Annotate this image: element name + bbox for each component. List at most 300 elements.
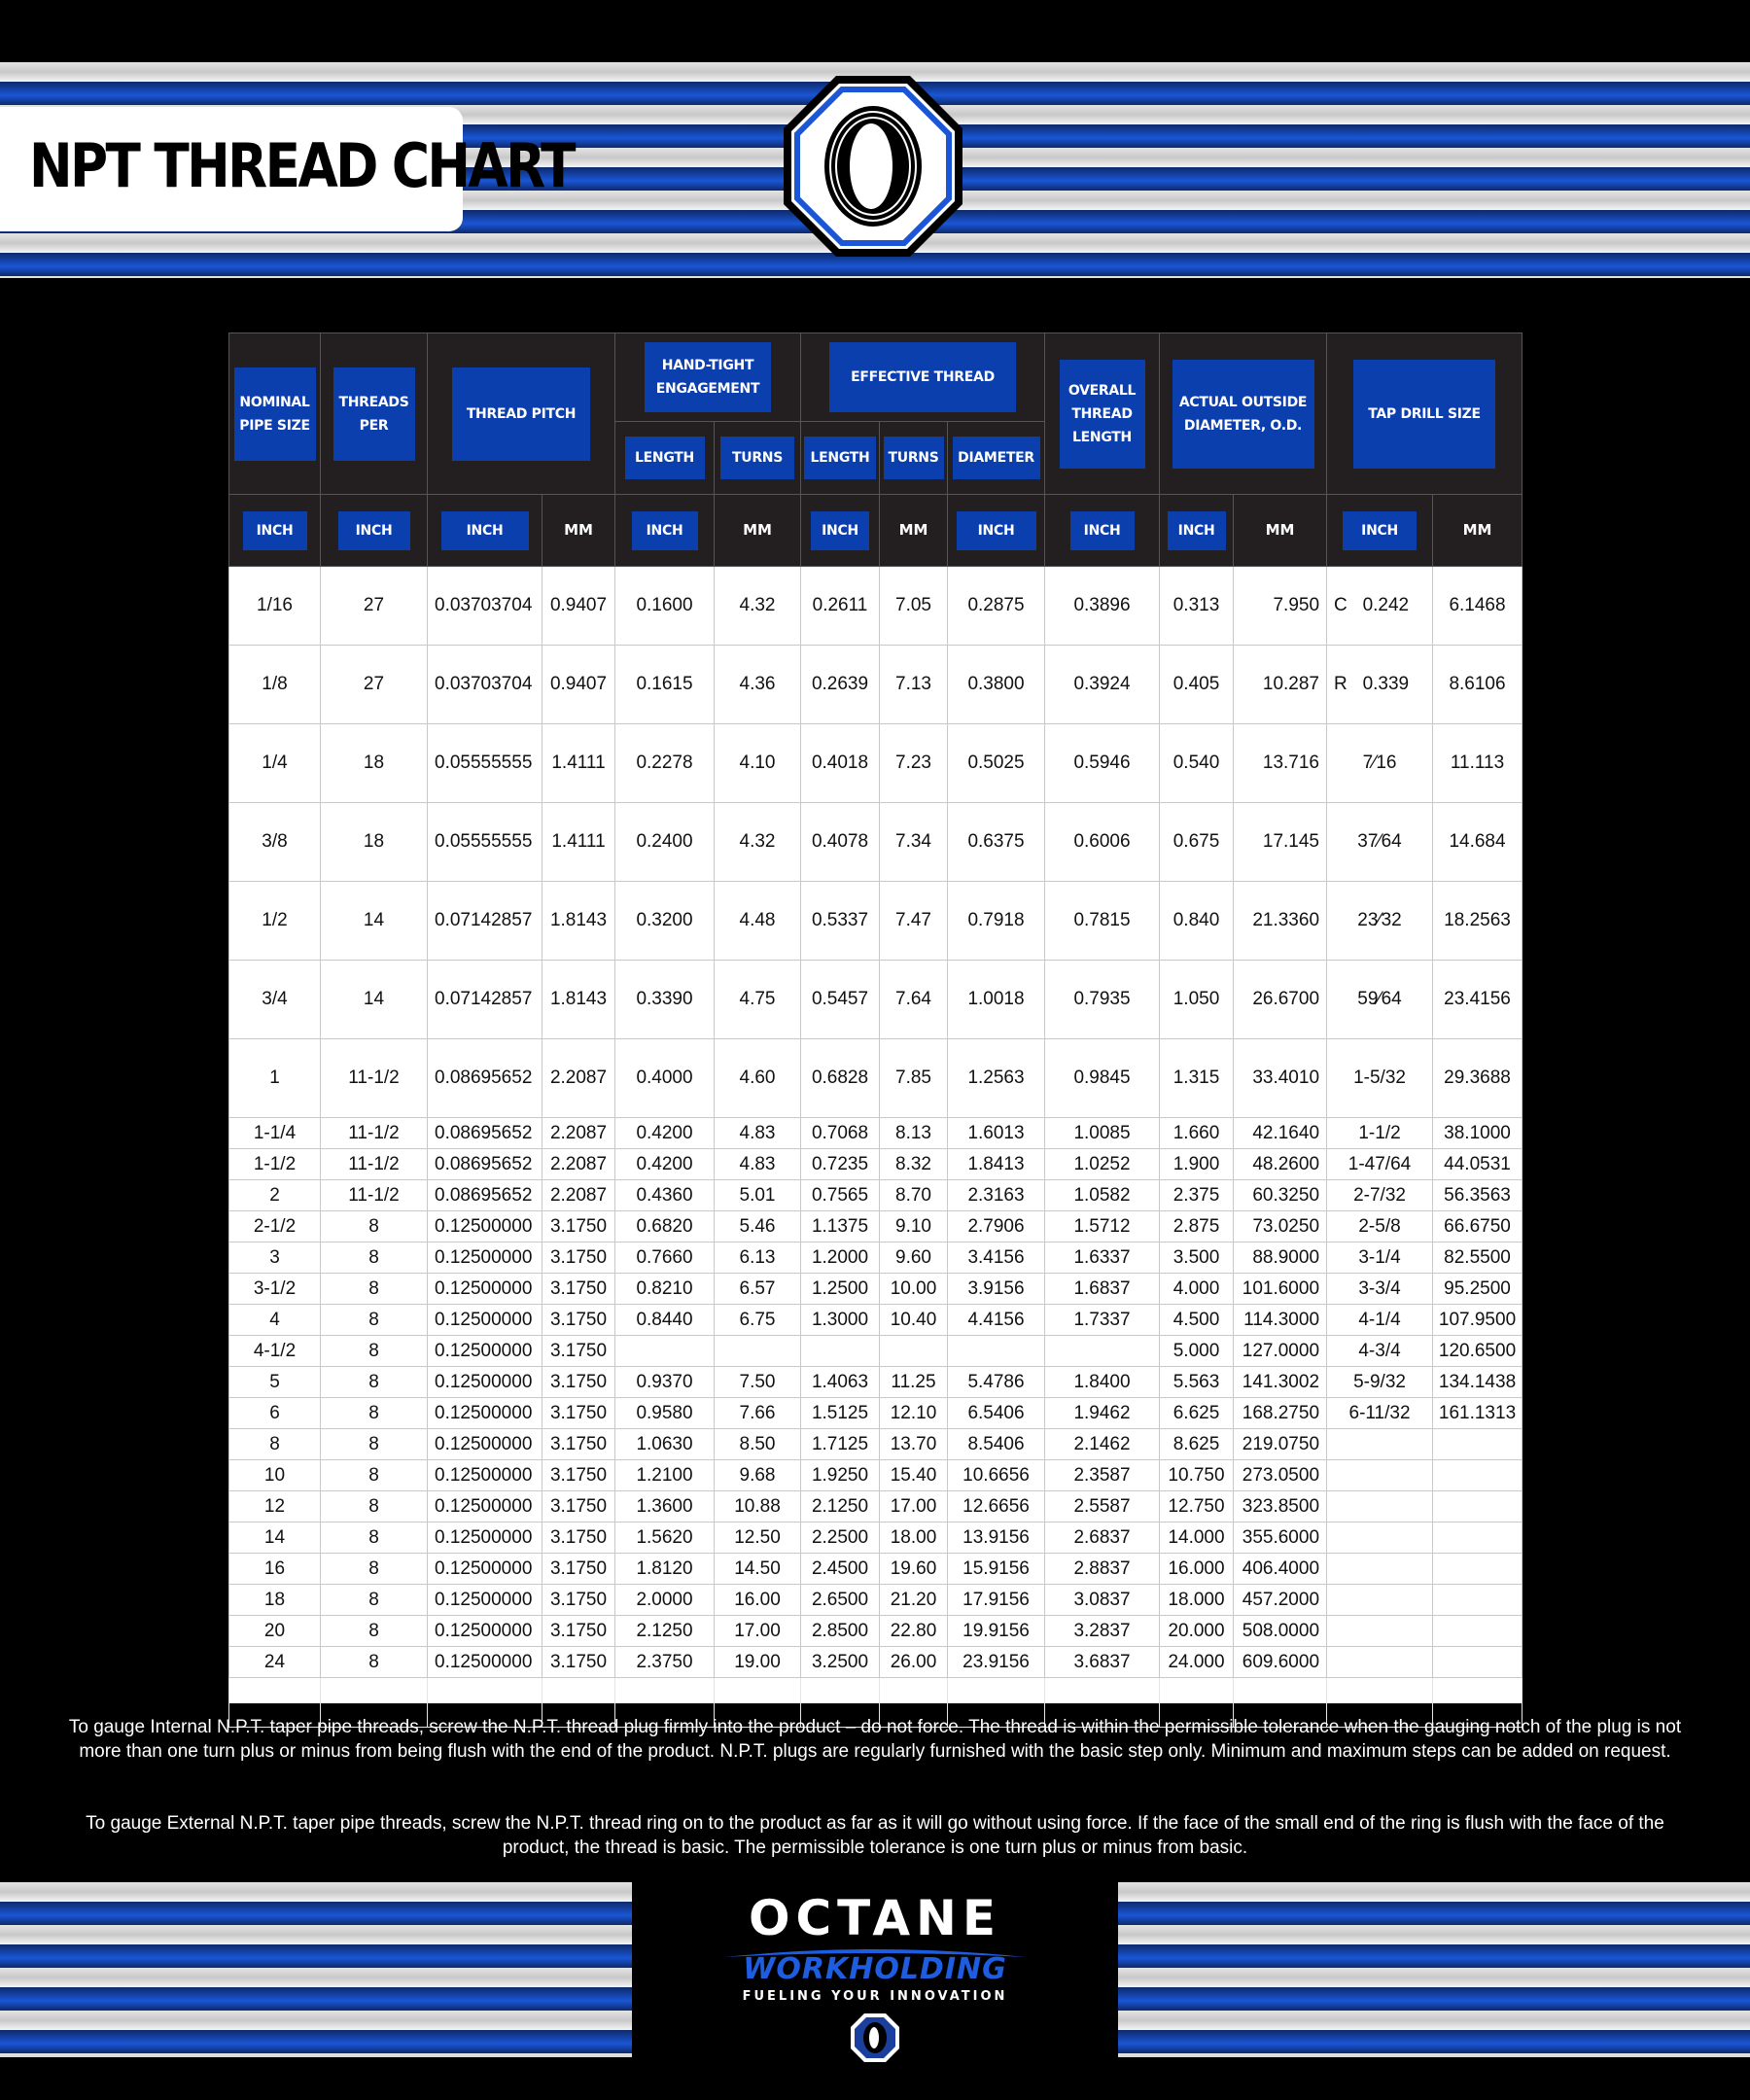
hand-tight-length-cell: 0.3200 bbox=[615, 882, 715, 961]
table-row bbox=[229, 1429, 1522, 1460]
od-mm-cell: 508.0000 bbox=[1234, 1616, 1327, 1647]
overall-length-cell: 0.3924 bbox=[1045, 646, 1160, 724]
pitch-inch-cell: 0.05555555 bbox=[428, 803, 542, 882]
od-mm-cell: 26.6700 bbox=[1234, 961, 1327, 1039]
tap-drill-inch-cell: R 0.339 bbox=[1327, 646, 1433, 724]
effective-diameter-cell: 8.5406 bbox=[948, 1429, 1045, 1460]
effective-diameter-cell: 0.2875 bbox=[948, 567, 1045, 646]
od-inch-cell: 14.000 bbox=[1160, 1522, 1234, 1554]
overall-length-cell: 0.7815 bbox=[1045, 882, 1160, 961]
pitch-inch-cell: 0.12500000 bbox=[428, 1398, 542, 1429]
overall-thread-length-header: OVERALL THREAD LENGTH bbox=[1060, 360, 1145, 469]
effective-turns-cell: 8.70 bbox=[880, 1180, 948, 1211]
od-mm-cell: 141.3002 bbox=[1234, 1367, 1327, 1398]
od-mm-cell: 17.145 bbox=[1234, 803, 1327, 882]
pitch-inch-cell: 0.12500000 bbox=[428, 1305, 542, 1336]
effective-length-cell: 0.6828 bbox=[801, 1039, 880, 1118]
nominal-size-cell: 20 bbox=[229, 1616, 321, 1647]
hand-tight-length-cell: 0.8440 bbox=[615, 1305, 715, 1336]
threads-per-inch-cell: 8 bbox=[321, 1554, 428, 1585]
effective-diameter-cell: 1.6013 bbox=[948, 1118, 1045, 1149]
pitch-inch-cell: 0.03703704 bbox=[428, 567, 542, 646]
tap-drill-mm-cell bbox=[1433, 1429, 1522, 1460]
unit-label: MM bbox=[564, 521, 593, 539]
effective-length-cell: 0.4078 bbox=[801, 803, 880, 882]
overall-length-cell: 1.7337 bbox=[1045, 1305, 1160, 1336]
nominal-size-cell: 3/8 bbox=[229, 803, 321, 882]
od-mm-cell: 355.6000 bbox=[1234, 1522, 1327, 1554]
threads-per-inch-cell: 8 bbox=[321, 1336, 428, 1367]
overall-length-cell: 1.6837 bbox=[1045, 1274, 1160, 1305]
hand-tight-turns-cell: 6.13 bbox=[715, 1242, 801, 1274]
pitch-inch-cell: 0.07142857 bbox=[428, 961, 542, 1039]
effective-thread-header: EFFECTIVE THREAD bbox=[829, 342, 1016, 412]
table-row bbox=[229, 1149, 1522, 1180]
effective-length-cell: 0.5337 bbox=[801, 882, 880, 961]
od-mm-cell: 10.287 bbox=[1234, 646, 1327, 724]
pitch-inch-cell: 0.12500000 bbox=[428, 1647, 542, 1678]
table-row bbox=[229, 1242, 1522, 1274]
nominal-size-cell: 3/4 bbox=[229, 961, 321, 1039]
hand-tight-length-cell: 0.2278 bbox=[615, 724, 715, 803]
hand-tight-length-cell: 0.4000 bbox=[615, 1039, 715, 1118]
threads-per-inch-cell: 18 bbox=[321, 724, 428, 803]
tap-drill-inch-cell bbox=[1327, 1616, 1433, 1647]
tap-drill-inch-cell: 7⁄16 bbox=[1327, 724, 1433, 803]
od-inch-cell: 2.375 bbox=[1160, 1180, 1234, 1211]
pitch-inch-cell: 0.12500000 bbox=[428, 1274, 542, 1305]
pitch-inch-cell: 0.12500000 bbox=[428, 1616, 542, 1647]
effective-length-cell: 2.4500 bbox=[801, 1554, 880, 1585]
effective-diameter-cell: 5.4786 bbox=[948, 1367, 1045, 1398]
table-row bbox=[229, 1554, 1522, 1585]
hand-tight-length-cell: 0.4360 bbox=[615, 1180, 715, 1211]
pitch-inch-cell: 0.07142857 bbox=[428, 882, 542, 961]
pitch-mm-cell: 3.1750 bbox=[542, 1522, 615, 1554]
nominal-size-cell: 4 bbox=[229, 1305, 321, 1336]
footer-stripe-band-right bbox=[1118, 1882, 1750, 2057]
tap-drill-mm-cell: 66.6750 bbox=[1433, 1211, 1522, 1242]
pitch-mm-cell: 3.1750 bbox=[542, 1367, 615, 1398]
effective-length-cell: 1.2500 bbox=[801, 1274, 880, 1305]
threads-per-inch-cell: 18 bbox=[321, 803, 428, 882]
table-row bbox=[229, 1336, 1522, 1367]
footer-stripe-band-left bbox=[0, 1882, 632, 2057]
pitch-inch-cell: 0.12500000 bbox=[428, 1211, 542, 1242]
effective-diameter-cell: 10.6656 bbox=[948, 1460, 1045, 1491]
pitch-mm-cell: 3.1750 bbox=[542, 1554, 615, 1585]
external-gauge-note: To gauge External N.P.T. taper pipe threads, screw the N.P.T. thread ring on to the product as far as it will go without using force. If the face of the small end of the ring is flush with the face of the product, the thread is basic. The permissible tolerance is one turn plus or minus from basic. bbox=[86, 1813, 1664, 1858]
effective-turns-cell: 10.40 bbox=[880, 1305, 948, 1336]
hand-tight-turns-cell: 4.36 bbox=[715, 646, 801, 724]
hand-tight-length-cell: 2.1250 bbox=[615, 1616, 715, 1647]
effective-turns-cell: 11.25 bbox=[880, 1367, 948, 1398]
pitch-inch-cell: 0.12500000 bbox=[428, 1585, 542, 1616]
od-mm-cell: 101.6000 bbox=[1234, 1274, 1327, 1305]
tap-drill-inch-cell: 1-47/64 bbox=[1327, 1149, 1433, 1180]
overall-length-cell: 1.0582 bbox=[1045, 1180, 1160, 1211]
pitch-mm-cell: 3.1750 bbox=[542, 1242, 615, 1274]
pitch-mm-cell: 2.2087 bbox=[542, 1149, 615, 1180]
effective-diameter-cell: 23.9156 bbox=[948, 1647, 1045, 1678]
hand-tight-length-cell: 0.2400 bbox=[615, 803, 715, 882]
table-row bbox=[229, 1398, 1522, 1429]
table-row bbox=[229, 1367, 1522, 1398]
tap-drill-mm-cell bbox=[1433, 1616, 1522, 1647]
brand-block bbox=[632, 1882, 1118, 2061]
tap-drill-mm-cell: 18.2563 bbox=[1433, 882, 1522, 961]
od-inch-cell: 4.500 bbox=[1160, 1305, 1234, 1336]
tap-drill-inch-cell: 37⁄64 bbox=[1327, 803, 1433, 882]
effective-length-cell: 0.5457 bbox=[801, 961, 880, 1039]
pitch-mm-cell: 3.1750 bbox=[542, 1211, 615, 1242]
effective-turns-cell: 10.00 bbox=[880, 1274, 948, 1305]
threads-per-inch-cell: 8 bbox=[321, 1491, 428, 1522]
hand-tight-turns-cell: 7.50 bbox=[715, 1367, 801, 1398]
nominal-size-cell: 1-1/4 bbox=[229, 1118, 321, 1149]
threads-per-inch-cell: 11-1/2 bbox=[321, 1149, 428, 1180]
threads-per-inch-cell: 8 bbox=[321, 1242, 428, 1274]
effective-turns-cell: 7.47 bbox=[880, 882, 948, 961]
unit-label: INCH bbox=[957, 511, 1036, 550]
tap-drill-inch-cell: C 0.242 bbox=[1327, 567, 1433, 646]
hand-tight-length-cell: 0.4200 bbox=[615, 1149, 715, 1180]
threads-per-inch-cell: 8 bbox=[321, 1305, 428, 1336]
hand-tight-engagement-header: HAND-TIGHT ENGAGEMENT bbox=[645, 342, 771, 412]
tap-drill-mm-cell: 8.6106 bbox=[1433, 646, 1522, 724]
nominal-size-cell: 3 bbox=[229, 1242, 321, 1274]
hand-tight-length-cell: 0.1600 bbox=[615, 567, 715, 646]
tap-drill-mm-cell: 6.1468 bbox=[1433, 567, 1522, 646]
nominal-size-cell: 3-1/2 bbox=[229, 1274, 321, 1305]
tap-drill-inch-cell: 4-3/4 bbox=[1327, 1336, 1433, 1367]
unit-label: INCH bbox=[338, 511, 410, 550]
od-inch-cell: 0.540 bbox=[1160, 724, 1234, 803]
hand-tight-turns-cell: 8.50 bbox=[715, 1429, 801, 1460]
hand-tight-length-cell: 2.0000 bbox=[615, 1585, 715, 1616]
effective-diameter-cell: 12.6656 bbox=[948, 1491, 1045, 1522]
effective-diameter-cell: 17.9156 bbox=[948, 1585, 1045, 1616]
threads-per-inch-cell: 8 bbox=[321, 1522, 428, 1554]
unit-label: INCH bbox=[1168, 511, 1226, 550]
effective-diameter-cell: 15.9156 bbox=[948, 1554, 1045, 1585]
effective-turns-cell: 17.00 bbox=[880, 1491, 948, 1522]
tap-drill-inch-cell bbox=[1327, 1585, 1433, 1616]
nominal-size-cell: 1/8 bbox=[229, 646, 321, 724]
tap-drill-mm-cell: 161.1313 bbox=[1433, 1398, 1522, 1429]
od-mm-cell: 219.0750 bbox=[1234, 1429, 1327, 1460]
hand-tight-turns-cell: 4.32 bbox=[715, 567, 801, 646]
tap-drill-mm-cell bbox=[1433, 1460, 1522, 1491]
threads-per-inch-cell: 8 bbox=[321, 1211, 428, 1242]
tap-drill-mm-cell bbox=[1433, 1647, 1522, 1678]
nominal-size-cell: 16 bbox=[229, 1554, 321, 1585]
overall-length-cell: 2.5587 bbox=[1045, 1491, 1160, 1522]
pitch-mm-cell: 1.4111 bbox=[542, 803, 615, 882]
effective-diameter-cell: 0.5025 bbox=[948, 724, 1045, 803]
od-inch-cell: 10.750 bbox=[1160, 1460, 1234, 1491]
od-inch-cell: 20.000 bbox=[1160, 1616, 1234, 1647]
effective-length-cell bbox=[801, 1336, 880, 1367]
tap-drill-mm-cell bbox=[1433, 1522, 1522, 1554]
od-mm-cell: 13.716 bbox=[1234, 724, 1327, 803]
od-mm-cell: 7.950 bbox=[1234, 567, 1327, 646]
tap-drill-mm-cell bbox=[1433, 1491, 1522, 1522]
pitch-inch-cell: 0.12500000 bbox=[428, 1460, 542, 1491]
unit-label: INCH bbox=[811, 511, 869, 550]
threads-per-inch-cell: 14 bbox=[321, 882, 428, 961]
hand-tight-turns-cell: 4.83 bbox=[715, 1118, 801, 1149]
hand-tight-turns-cell: 14.50 bbox=[715, 1554, 801, 1585]
pitch-mm-cell: 2.2087 bbox=[542, 1039, 615, 1118]
pitch-mm-cell: 0.9407 bbox=[542, 567, 615, 646]
nominal-size-cell: 18 bbox=[229, 1585, 321, 1616]
od-inch-cell: 0.405 bbox=[1160, 646, 1234, 724]
overall-length-cell: 0.3896 bbox=[1045, 567, 1160, 646]
effective-diameter-cell: 6.5406 bbox=[948, 1398, 1045, 1429]
tap-drill-inch-cell bbox=[1327, 1491, 1433, 1522]
nominal-size-cell: 1-1/2 bbox=[229, 1149, 321, 1180]
brand-name: OCTANE bbox=[748, 1890, 1002, 1946]
od-mm-cell: 127.0000 bbox=[1234, 1336, 1327, 1367]
overall-length-cell: 1.5712 bbox=[1045, 1211, 1160, 1242]
effective-length-cell: 3.2500 bbox=[801, 1647, 880, 1678]
od-mm-cell: 609.6000 bbox=[1234, 1647, 1327, 1678]
tap-drill-mm-cell: 134.1438 bbox=[1433, 1367, 1522, 1398]
hand-tight-length-cell: 1.3600 bbox=[615, 1491, 715, 1522]
hand-tight-turns-cell: 4.32 bbox=[715, 803, 801, 882]
od-inch-cell: 3.500 bbox=[1160, 1242, 1234, 1274]
effective-turns-cell: 8.32 bbox=[880, 1149, 948, 1180]
octane-small-logo-icon bbox=[850, 2012, 900, 2063]
unit-label: INCH bbox=[441, 511, 529, 550]
hand-tight-length-cell: 0.9370 bbox=[615, 1367, 715, 1398]
effective-length-cell: 1.2000 bbox=[801, 1242, 880, 1274]
threads-per-inch-cell: 27 bbox=[321, 646, 428, 724]
od-inch-cell: 1.050 bbox=[1160, 961, 1234, 1039]
hand-tight-turns-cell: 19.00 bbox=[715, 1647, 801, 1678]
pitch-inch-cell: 0.12500000 bbox=[428, 1522, 542, 1554]
od-mm-cell: 323.8500 bbox=[1234, 1491, 1327, 1522]
octane-octagon-logo-icon bbox=[782, 74, 964, 259]
effective-turns-header: TURNS bbox=[884, 437, 944, 479]
pitch-inch-cell: 0.12500000 bbox=[428, 1554, 542, 1585]
tap-drill-inch-cell bbox=[1327, 1554, 1433, 1585]
effective-turns-cell: 15.40 bbox=[880, 1460, 948, 1491]
hand-tight-length-cell bbox=[615, 1336, 715, 1367]
unit-label: MM bbox=[1462, 521, 1492, 539]
effective-length-cell: 1.1375 bbox=[801, 1211, 880, 1242]
od-mm-cell: 48.2600 bbox=[1234, 1149, 1327, 1180]
pitch-mm-cell: 3.1750 bbox=[542, 1460, 615, 1491]
unit-label: INCH bbox=[1070, 511, 1135, 550]
nominal-size-cell: 8 bbox=[229, 1429, 321, 1460]
header-group-row bbox=[229, 333, 1522, 422]
overall-length-cell: 1.9462 bbox=[1045, 1398, 1160, 1429]
tap-drill-mm-cell: 14.684 bbox=[1433, 803, 1522, 882]
pitch-mm-cell: 2.2087 bbox=[542, 1118, 615, 1149]
tap-drill-inch-cell: 1-1/2 bbox=[1327, 1118, 1433, 1149]
overall-length-cell: 3.2837 bbox=[1045, 1616, 1160, 1647]
effective-diameter-cell: 1.8413 bbox=[948, 1149, 1045, 1180]
table-row bbox=[229, 1585, 1522, 1616]
hand-tight-length-cell: 0.9580 bbox=[615, 1398, 715, 1429]
od-inch-cell: 0.675 bbox=[1160, 803, 1234, 882]
overall-length-cell: 1.0085 bbox=[1045, 1118, 1160, 1149]
overall-length-cell: 2.8837 bbox=[1045, 1554, 1160, 1585]
effective-turns-cell: 13.70 bbox=[880, 1429, 948, 1460]
overall-length-cell: 0.6006 bbox=[1045, 803, 1160, 882]
pitch-mm-cell: 3.1750 bbox=[542, 1585, 615, 1616]
overall-length-cell: 1.6337 bbox=[1045, 1242, 1160, 1274]
hand-tight-turns-cell: 7.66 bbox=[715, 1398, 801, 1429]
effective-length-cell: 1.5125 bbox=[801, 1398, 880, 1429]
tap-drill-inch-cell: 4-1/4 bbox=[1327, 1305, 1433, 1336]
nominal-size-cell: 12 bbox=[229, 1491, 321, 1522]
overall-length-cell bbox=[1045, 1336, 1160, 1367]
effective-length-cell: 1.9250 bbox=[801, 1460, 880, 1491]
brand-subtitle: WORKHOLDING bbox=[743, 1952, 1007, 1986]
od-mm-cell: 33.4010 bbox=[1234, 1039, 1327, 1118]
nominal-size-cell: 1/4 bbox=[229, 724, 321, 803]
nominal-size-cell: 6 bbox=[229, 1398, 321, 1429]
effective-diameter-cell: 2.3163 bbox=[948, 1180, 1045, 1211]
pitch-mm-cell: 3.1750 bbox=[542, 1429, 615, 1460]
effective-turns-cell: 9.10 bbox=[880, 1211, 948, 1242]
od-inch-cell: 5.000 bbox=[1160, 1336, 1234, 1367]
pitch-inch-cell: 0.12500000 bbox=[428, 1491, 542, 1522]
effective-turns-cell: 21.20 bbox=[880, 1585, 948, 1616]
table-row bbox=[229, 567, 1522, 646]
effective-turns-cell: 7.05 bbox=[880, 567, 948, 646]
table-row bbox=[229, 646, 1522, 724]
od-mm-cell: 406.4000 bbox=[1234, 1554, 1327, 1585]
tap-drill-mm-cell: 44.0531 bbox=[1433, 1149, 1522, 1180]
tap-drill-mm-cell: 107.9500 bbox=[1433, 1305, 1522, 1336]
threads-per-inch-cell: 8 bbox=[321, 1647, 428, 1678]
effective-turns-cell: 7.85 bbox=[880, 1039, 948, 1118]
table-body bbox=[229, 567, 1522, 1728]
hand-tight-length-cell: 0.4200 bbox=[615, 1118, 715, 1149]
table-row bbox=[229, 1522, 1522, 1554]
table-row bbox=[229, 882, 1522, 961]
tap-drill-inch-cell: 5-9/32 bbox=[1327, 1367, 1433, 1398]
od-inch-cell: 8.625 bbox=[1160, 1429, 1234, 1460]
effective-diameter-cell: 4.4156 bbox=[948, 1305, 1045, 1336]
tap-drill-inch-cell bbox=[1327, 1647, 1433, 1678]
od-inch-cell: 1.900 bbox=[1160, 1149, 1234, 1180]
hand-tight-turns-cell: 5.01 bbox=[715, 1180, 801, 1211]
pitch-mm-cell: 3.1750 bbox=[542, 1491, 615, 1522]
effective-length-cell: 1.7125 bbox=[801, 1429, 880, 1460]
threads-per-inch-cell: 8 bbox=[321, 1398, 428, 1429]
pitch-inch-cell: 0.12500000 bbox=[428, 1367, 542, 1398]
pitch-inch-cell: 0.12500000 bbox=[428, 1429, 542, 1460]
pitch-mm-cell: 1.4111 bbox=[542, 724, 615, 803]
table-row bbox=[229, 724, 1522, 803]
unit-label: INCH bbox=[1343, 511, 1417, 550]
od-mm-cell: 88.9000 bbox=[1234, 1242, 1327, 1274]
pitch-mm-cell: 0.9407 bbox=[542, 646, 615, 724]
tap-drill-mm-cell bbox=[1433, 1585, 1522, 1616]
pitch-mm-cell: 3.1750 bbox=[542, 1305, 615, 1336]
effective-diameter-cell: 2.7906 bbox=[948, 1211, 1045, 1242]
hand-tight-turns-cell: 4.75 bbox=[715, 961, 801, 1039]
tap-drill-inch-cell bbox=[1327, 1429, 1433, 1460]
overall-length-cell: 2.6837 bbox=[1045, 1522, 1160, 1554]
overall-length-cell: 1.0252 bbox=[1045, 1149, 1160, 1180]
pitch-inch-cell: 0.05555555 bbox=[428, 724, 542, 803]
pitch-inch-cell: 0.08695652 bbox=[428, 1039, 542, 1118]
od-mm-cell: 457.2000 bbox=[1234, 1585, 1327, 1616]
effective-turns-cell: 7.23 bbox=[880, 724, 948, 803]
nominal-size-cell: 2 bbox=[229, 1180, 321, 1211]
unit-label: MM bbox=[1265, 521, 1295, 539]
effective-length-cell: 1.3000 bbox=[801, 1305, 880, 1336]
tap-drill-inch-cell: 23⁄32 bbox=[1327, 882, 1433, 961]
tap-drill-inch-cell: 6-11/32 bbox=[1327, 1398, 1433, 1429]
internal-gauge-note: To gauge Internal N.P.T. taper pipe threads, screw the N.P.T. thread plug firmly into the product – do not force. The thread is within the permissible tolerance when the gauging notch of the plug is not more than one turn plus or minus from being flush with the end of the product. N.P.T. plugs are regularly furnished with the basic step only. Minimum and maximum steps can be added on request. bbox=[68, 1717, 1682, 1762]
effective-diameter-cell: 13.9156 bbox=[948, 1522, 1045, 1554]
hand-tight-turns-cell: 9.68 bbox=[715, 1460, 801, 1491]
nominal-size-cell: 24 bbox=[229, 1647, 321, 1678]
effective-length-cell: 2.1250 bbox=[801, 1491, 880, 1522]
hand-tight-turns-cell: 5.46 bbox=[715, 1211, 801, 1242]
overall-length-cell: 0.7935 bbox=[1045, 961, 1160, 1039]
od-inch-cell: 0.840 bbox=[1160, 882, 1234, 961]
threads-per-inch-cell: 8 bbox=[321, 1616, 428, 1647]
hand-tight-length-cell: 0.1615 bbox=[615, 646, 715, 724]
overall-length-cell: 2.1462 bbox=[1045, 1429, 1160, 1460]
hand-tight-length-cell: 0.6820 bbox=[615, 1211, 715, 1242]
pitch-mm-cell: 2.2087 bbox=[542, 1180, 615, 1211]
effective-turns-cell: 26.00 bbox=[880, 1647, 948, 1678]
effective-length-cell: 0.7565 bbox=[801, 1180, 880, 1211]
nominal-size-cell: 1/16 bbox=[229, 567, 321, 646]
nominal-size-cell: 10 bbox=[229, 1460, 321, 1491]
tap-drill-mm-cell: 56.3563 bbox=[1433, 1180, 1522, 1211]
table-row bbox=[229, 1211, 1522, 1242]
hand-tight-turns-cell bbox=[715, 1336, 801, 1367]
effective-length-cell: 0.7235 bbox=[801, 1149, 880, 1180]
overall-length-cell: 3.6837 bbox=[1045, 1647, 1160, 1678]
nominal-size-cell: 4-1/2 bbox=[229, 1336, 321, 1367]
tap-drill-inch-cell: 2-7/32 bbox=[1327, 1180, 1433, 1211]
tap-drill-size-header: TAP DRILL SIZE bbox=[1353, 360, 1495, 469]
effective-diameter-cell: 3.9156 bbox=[948, 1274, 1045, 1305]
hand-tight-turns-cell: 4.83 bbox=[715, 1149, 801, 1180]
tap-drill-inch-cell: 3-1/4 bbox=[1327, 1242, 1433, 1274]
effective-diameter-cell bbox=[948, 1336, 1045, 1367]
effective-diameter-cell: 19.9156 bbox=[948, 1616, 1045, 1647]
table-row bbox=[229, 1274, 1522, 1305]
od-mm-cell: 60.3250 bbox=[1234, 1180, 1327, 1211]
hand-tight-length-cell: 0.3390 bbox=[615, 961, 715, 1039]
hand-tight-length-cell: 0.7660 bbox=[615, 1242, 715, 1274]
threads-per-inch-cell: 11-1/2 bbox=[321, 1118, 428, 1149]
hand-tight-turns-cell: 12.50 bbox=[715, 1522, 801, 1554]
pitch-mm-cell: 1.8143 bbox=[542, 961, 615, 1039]
table-row bbox=[229, 1039, 1522, 1118]
od-mm-cell: 114.3000 bbox=[1234, 1305, 1327, 1336]
effective-turns-cell: 12.10 bbox=[880, 1398, 948, 1429]
hand-tight-length-cell: 1.5620 bbox=[615, 1522, 715, 1554]
od-inch-cell: 18.000 bbox=[1160, 1585, 1234, 1616]
hand-tight-turns-header: TURNS bbox=[720, 437, 794, 479]
tap-drill-inch-cell bbox=[1327, 1522, 1433, 1554]
npt-thread-table bbox=[228, 332, 1522, 1703]
table-row bbox=[229, 961, 1522, 1039]
